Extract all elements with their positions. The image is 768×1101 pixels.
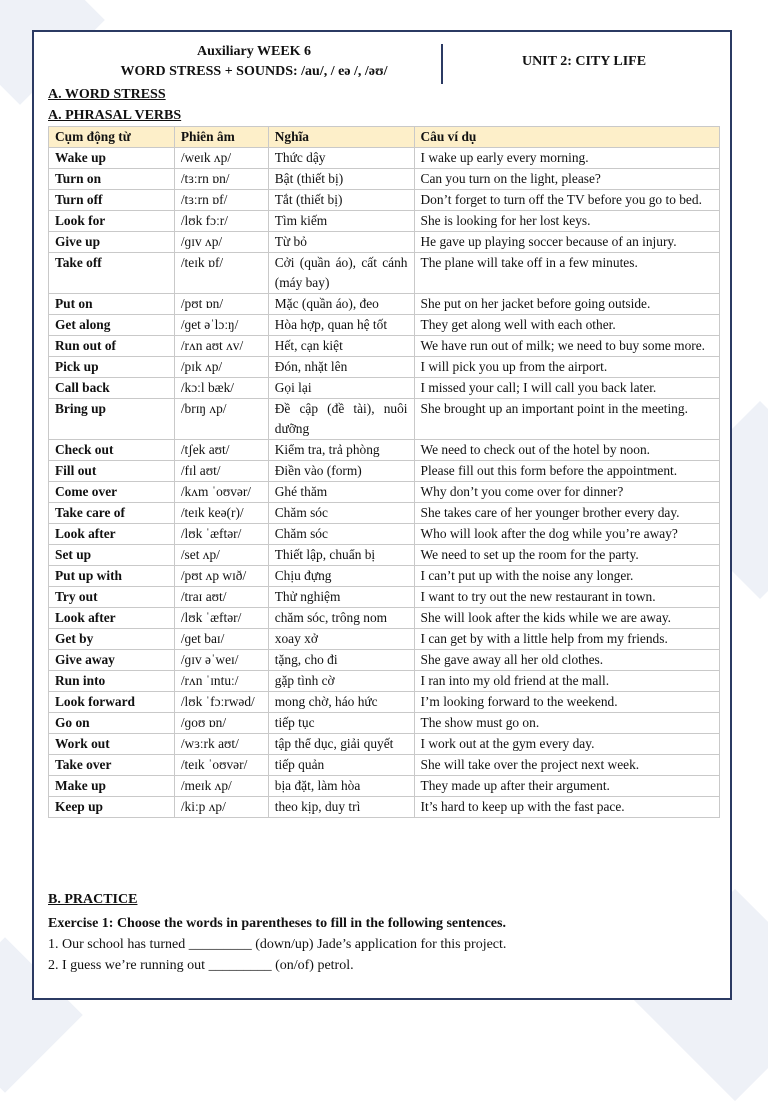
- example-cell: I wake up early every morning.: [414, 148, 719, 169]
- column-header: Cụm động từ: [49, 127, 175, 148]
- table-row: [49, 734, 720, 755]
- table-row: [49, 671, 720, 692]
- example-cell: I work out at the gym every day.: [414, 734, 719, 755]
- table-row: [49, 315, 720, 336]
- phrasal-verb-cell: Come over: [49, 482, 175, 503]
- phrasal-verb-cell: Put up with: [49, 566, 175, 587]
- example-cell: The show must go on.: [414, 713, 719, 734]
- phonetic-cell: /ɡet baɪ/: [174, 629, 268, 650]
- phrasal-verb-cell: Work out: [49, 734, 175, 755]
- phrasal-verb-cell: Run out of: [49, 336, 175, 357]
- column-header: Nghĩa: [268, 127, 414, 148]
- phrasal-verb-cell: Bring up: [49, 399, 175, 440]
- meaning-cell: Từ bỏ: [268, 232, 414, 253]
- section-word-stress: A. WORD STRESS: [48, 87, 166, 102]
- meaning-cell: tiếp tục: [268, 713, 414, 734]
- phrasal-verb-cell: Turn on: [49, 169, 175, 190]
- table-row: [49, 692, 720, 713]
- phonetic-cell: /ɡoʊ ɒn/: [174, 713, 268, 734]
- table-body: [49, 148, 720, 818]
- meaning-cell: chăm sóc, trông nom: [268, 608, 414, 629]
- table-row: [49, 461, 720, 482]
- phrasal-verb-cell: Make up: [49, 776, 175, 797]
- example-cell: They made up after their argument.: [414, 776, 719, 797]
- phrasal-verb-cell: Give away: [49, 650, 175, 671]
- header-title-block: [64, 42, 444, 82]
- phrasal-verb-cell: Keep up: [49, 797, 175, 818]
- meaning-cell: Cởi (quần áo), cất cánh (máy bay): [268, 253, 414, 294]
- phrasal-verb-cell: Get along: [49, 315, 175, 336]
- phonetic-cell: /pʊt ʌp wɪð/: [174, 566, 268, 587]
- meaning-cell: Chăm sóc: [268, 524, 414, 545]
- header-sounds-title: WORD STRESS + SOUNDS: /au/, / eə /, /əʊ/: [120, 64, 388, 79]
- table-header-row: [49, 127, 720, 148]
- phonetic-cell: /ɡet əˈlɔːŋ/: [174, 315, 268, 336]
- header-divider: [441, 44, 443, 84]
- example-cell: We need to check out of the hotel by noon.: [414, 440, 719, 461]
- meaning-cell: Hết, cạn kiệt: [268, 336, 414, 357]
- column-header: Phiên âm: [174, 127, 268, 148]
- phrasal-verb-cell: Call back: [49, 378, 175, 399]
- meaning-cell: theo kịp, duy trì: [268, 797, 414, 818]
- phonetic-cell: /teɪk ˈoʊvər/: [174, 755, 268, 776]
- example-cell: I will pick you up from the airport.: [414, 357, 719, 378]
- phrasal-verb-cell: Look after: [49, 524, 175, 545]
- meaning-cell: Đề cập (đề tài), nuôi dưỡng: [268, 399, 414, 440]
- phonetic-cell: /pʊt ɒn/: [174, 294, 268, 315]
- example-cell: We need to set up the room for the party.: [414, 545, 719, 566]
- phrasal-verb-cell: Look forward: [49, 692, 175, 713]
- phrasal-verb-cell: Look after: [49, 608, 175, 629]
- phonetic-cell: /lʊk ˈfɔːrwəd/: [174, 692, 268, 713]
- meaning-cell: Hòa hợp, quan hệ tốt: [268, 315, 414, 336]
- example-cell: I’m looking forward to the weekend.: [414, 692, 719, 713]
- phonetic-cell: /tɜːrn ɒf/: [174, 190, 268, 211]
- phonetic-cell: /lʊk fɔːr/: [174, 211, 268, 232]
- meaning-cell: Ghé thăm: [268, 482, 414, 503]
- table-row: [49, 629, 720, 650]
- phrasal-verb-cell: Wake up: [49, 148, 175, 169]
- section-phrasal-verbs: A. PHRASAL VERBS: [48, 108, 182, 123]
- phonetic-cell: /teɪk keə(r)/: [174, 503, 268, 524]
- meaning-cell: Tìm kiếm: [268, 211, 414, 232]
- meaning-cell: tặng, cho đi: [268, 650, 414, 671]
- example-cell: She gave away all her old clothes.: [414, 650, 719, 671]
- table-row: [49, 524, 720, 545]
- meaning-cell: tập thể dục, giải quyết: [268, 734, 414, 755]
- phonetic-cell: /rʌn aʊt ʌv/: [174, 336, 268, 357]
- phrasal-verb-cell: Set up: [49, 545, 175, 566]
- unit-title: UNIT 2: CITY LIFE: [521, 54, 647, 69]
- phonetic-cell: /lʊk ˈæftər/: [174, 608, 268, 629]
- table-row: [49, 253, 720, 294]
- section-practice: B. PRACTICE: [48, 892, 138, 907]
- meaning-cell: tiếp quản: [268, 755, 414, 776]
- table-row: [49, 755, 720, 776]
- phrasal-verb-cell: Turn off: [49, 190, 175, 211]
- table-row: [49, 566, 720, 587]
- table-row: [49, 190, 720, 211]
- phonetic-cell: /wɜːrk aʊt/: [174, 734, 268, 755]
- example-cell: I can get by with a little help from my friends.: [414, 629, 719, 650]
- meaning-cell: Đón, nhặt lên: [268, 357, 414, 378]
- table-row: [49, 294, 720, 315]
- table-row: [49, 503, 720, 524]
- example-cell: The plane will take off in a few minutes.: [414, 253, 719, 294]
- worksheet-header: [34, 42, 730, 88]
- phrasal-verb-cell: Go on: [49, 713, 175, 734]
- meaning-cell: Bật (thiết bị): [268, 169, 414, 190]
- example-cell: Can you turn on the light, please?: [414, 169, 719, 190]
- phrasal-verb-cell: Take care of: [49, 503, 175, 524]
- meaning-cell: mong chờ, háo hức: [268, 692, 414, 713]
- meaning-cell: Điền vào (form): [268, 461, 414, 482]
- example-cell: She will look after the kids while we are away.: [414, 608, 719, 629]
- table-row: [49, 148, 720, 169]
- phrasal-verb-cell: Put on: [49, 294, 175, 315]
- table-row: [49, 482, 720, 503]
- example-cell: She put on her jacket before going outside.: [414, 294, 719, 315]
- table-row: [49, 608, 720, 629]
- phrasal-verb-cell: Pick up: [49, 357, 175, 378]
- meaning-cell: bịa đặt, làm hòa: [268, 776, 414, 797]
- example-cell: She will take over the project next week.: [414, 755, 719, 776]
- example-cell: She takes care of her younger brother every day.: [414, 503, 719, 524]
- phonetic-cell: /ɡɪv əˈweɪ/: [174, 650, 268, 671]
- example-cell: She brought up an important point in the meeting.: [414, 399, 719, 440]
- example-cell: I want to try out the new restaurant in town.: [414, 587, 719, 608]
- column-header: Câu ví dụ: [414, 127, 719, 148]
- phrasal-verb-cell: Run into: [49, 671, 175, 692]
- table-row: [49, 211, 720, 232]
- phrasal-verb-cell: Take over: [49, 755, 175, 776]
- example-cell: Don’t forget to turn off the TV before you go to bed.: [414, 190, 719, 211]
- worksheet-page: [32, 30, 732, 1000]
- table-row: [49, 378, 720, 399]
- example-cell: It’s hard to keep up with the fast pace.: [414, 797, 719, 818]
- phonetic-cell: /fɪl aʊt/: [174, 461, 268, 482]
- meaning-cell: xoay xở: [268, 629, 414, 650]
- table-row: [49, 440, 720, 461]
- example-cell: Why don’t you come over for dinner?: [414, 482, 719, 503]
- phonetic-cell: /tʃek aʊt/: [174, 440, 268, 461]
- table-row: [49, 650, 720, 671]
- exercise-1-instruction: Exercise 1: Choose the words in parentheses to fill in the following sentences.: [48, 916, 506, 931]
- phonetic-cell: /brɪŋ ʌp/: [174, 399, 268, 440]
- phrasal-verb-cell: Try out: [49, 587, 175, 608]
- phonetic-cell: /kʌm ˈoʊvər/: [174, 482, 268, 503]
- phrasal-verb-cell: Look for: [49, 211, 175, 232]
- table-row: [49, 399, 720, 440]
- example-cell: Who will look after the dog while you’re away?: [414, 524, 719, 545]
- phonetic-cell: /traɪ aʊt/: [174, 587, 268, 608]
- phrasal-verb-cell: Fill out: [49, 461, 175, 482]
- phonetic-cell: /ɡɪv ʌp/: [174, 232, 268, 253]
- example-cell: We have run out of milk; we need to buy some more.: [414, 336, 719, 357]
- meaning-cell: Tắt (thiết bị): [268, 190, 414, 211]
- meaning-cell: Thức dậy: [268, 148, 414, 169]
- phonetic-cell: /set ʌp/: [174, 545, 268, 566]
- phrasal-verb-cell: Give up: [49, 232, 175, 253]
- example-cell: They get along well with each other.: [414, 315, 719, 336]
- phrasal-verb-cell: Check out: [49, 440, 175, 461]
- table-row: [49, 336, 720, 357]
- example-cell: I can’t put up with the noise any longer.: [414, 566, 719, 587]
- table-row: [49, 357, 720, 378]
- meaning-cell: Chăm sóc: [268, 503, 414, 524]
- example-cell: I ran into my old friend at the mall.: [414, 671, 719, 692]
- phonetic-cell: /kɔːl bæk/: [174, 378, 268, 399]
- meaning-cell: Thiết lập, chuẩn bị: [268, 545, 414, 566]
- meaning-cell: gặp tình cờ: [268, 671, 414, 692]
- example-cell: She is looking for her lost keys.: [414, 211, 719, 232]
- table-row: [49, 587, 720, 608]
- example-cell: Please fill out this form before the appointment.: [414, 461, 719, 482]
- phrasal-verbs-table: [48, 126, 720, 818]
- table-row: [49, 169, 720, 190]
- meaning-cell: Gọi lại: [268, 378, 414, 399]
- phonetic-cell: /pɪk ʌp/: [174, 357, 268, 378]
- example-cell: He gave up playing soccer because of an injury.: [414, 232, 719, 253]
- phonetic-cell: /lʊk ˈæftər/: [174, 524, 268, 545]
- exercise-question: 2. I guess we’re running out _________ (on/of) petrol.: [48, 958, 354, 973]
- table-row: [49, 713, 720, 734]
- table-row: [49, 776, 720, 797]
- phonetic-cell: /tɜːrn ɒn/: [174, 169, 268, 190]
- meaning-cell: Mặc (quần áo), đeo: [268, 294, 414, 315]
- phrasal-verb-cell: Take off: [49, 253, 175, 294]
- example-cell: I missed your call; I will call you back later.: [414, 378, 719, 399]
- phonetic-cell: /teɪk ɒf/: [174, 253, 268, 294]
- meaning-cell: Chịu đựng: [268, 566, 414, 587]
- phonetic-cell: /meɪk ʌp/: [174, 776, 268, 797]
- phonetic-cell: /kiːp ʌp/: [174, 797, 268, 818]
- table-row: [49, 545, 720, 566]
- exercise-question: 1. Our school has turned _________ (down/up) Jade’s application for this project.: [48, 937, 507, 952]
- table-row: [49, 232, 720, 253]
- table-row: [49, 797, 720, 818]
- meaning-cell: Kiểm tra, trả phòng: [268, 440, 414, 461]
- phrasal-verb-cell: Get by: [49, 629, 175, 650]
- header-week-title: Auxiliary WEEK 6: [196, 44, 312, 59]
- phonetic-cell: /rʌn ˈɪntuː/: [174, 671, 268, 692]
- phonetic-cell: /weɪk ʌp/: [174, 148, 268, 169]
- meaning-cell: Thử nghiệm: [268, 587, 414, 608]
